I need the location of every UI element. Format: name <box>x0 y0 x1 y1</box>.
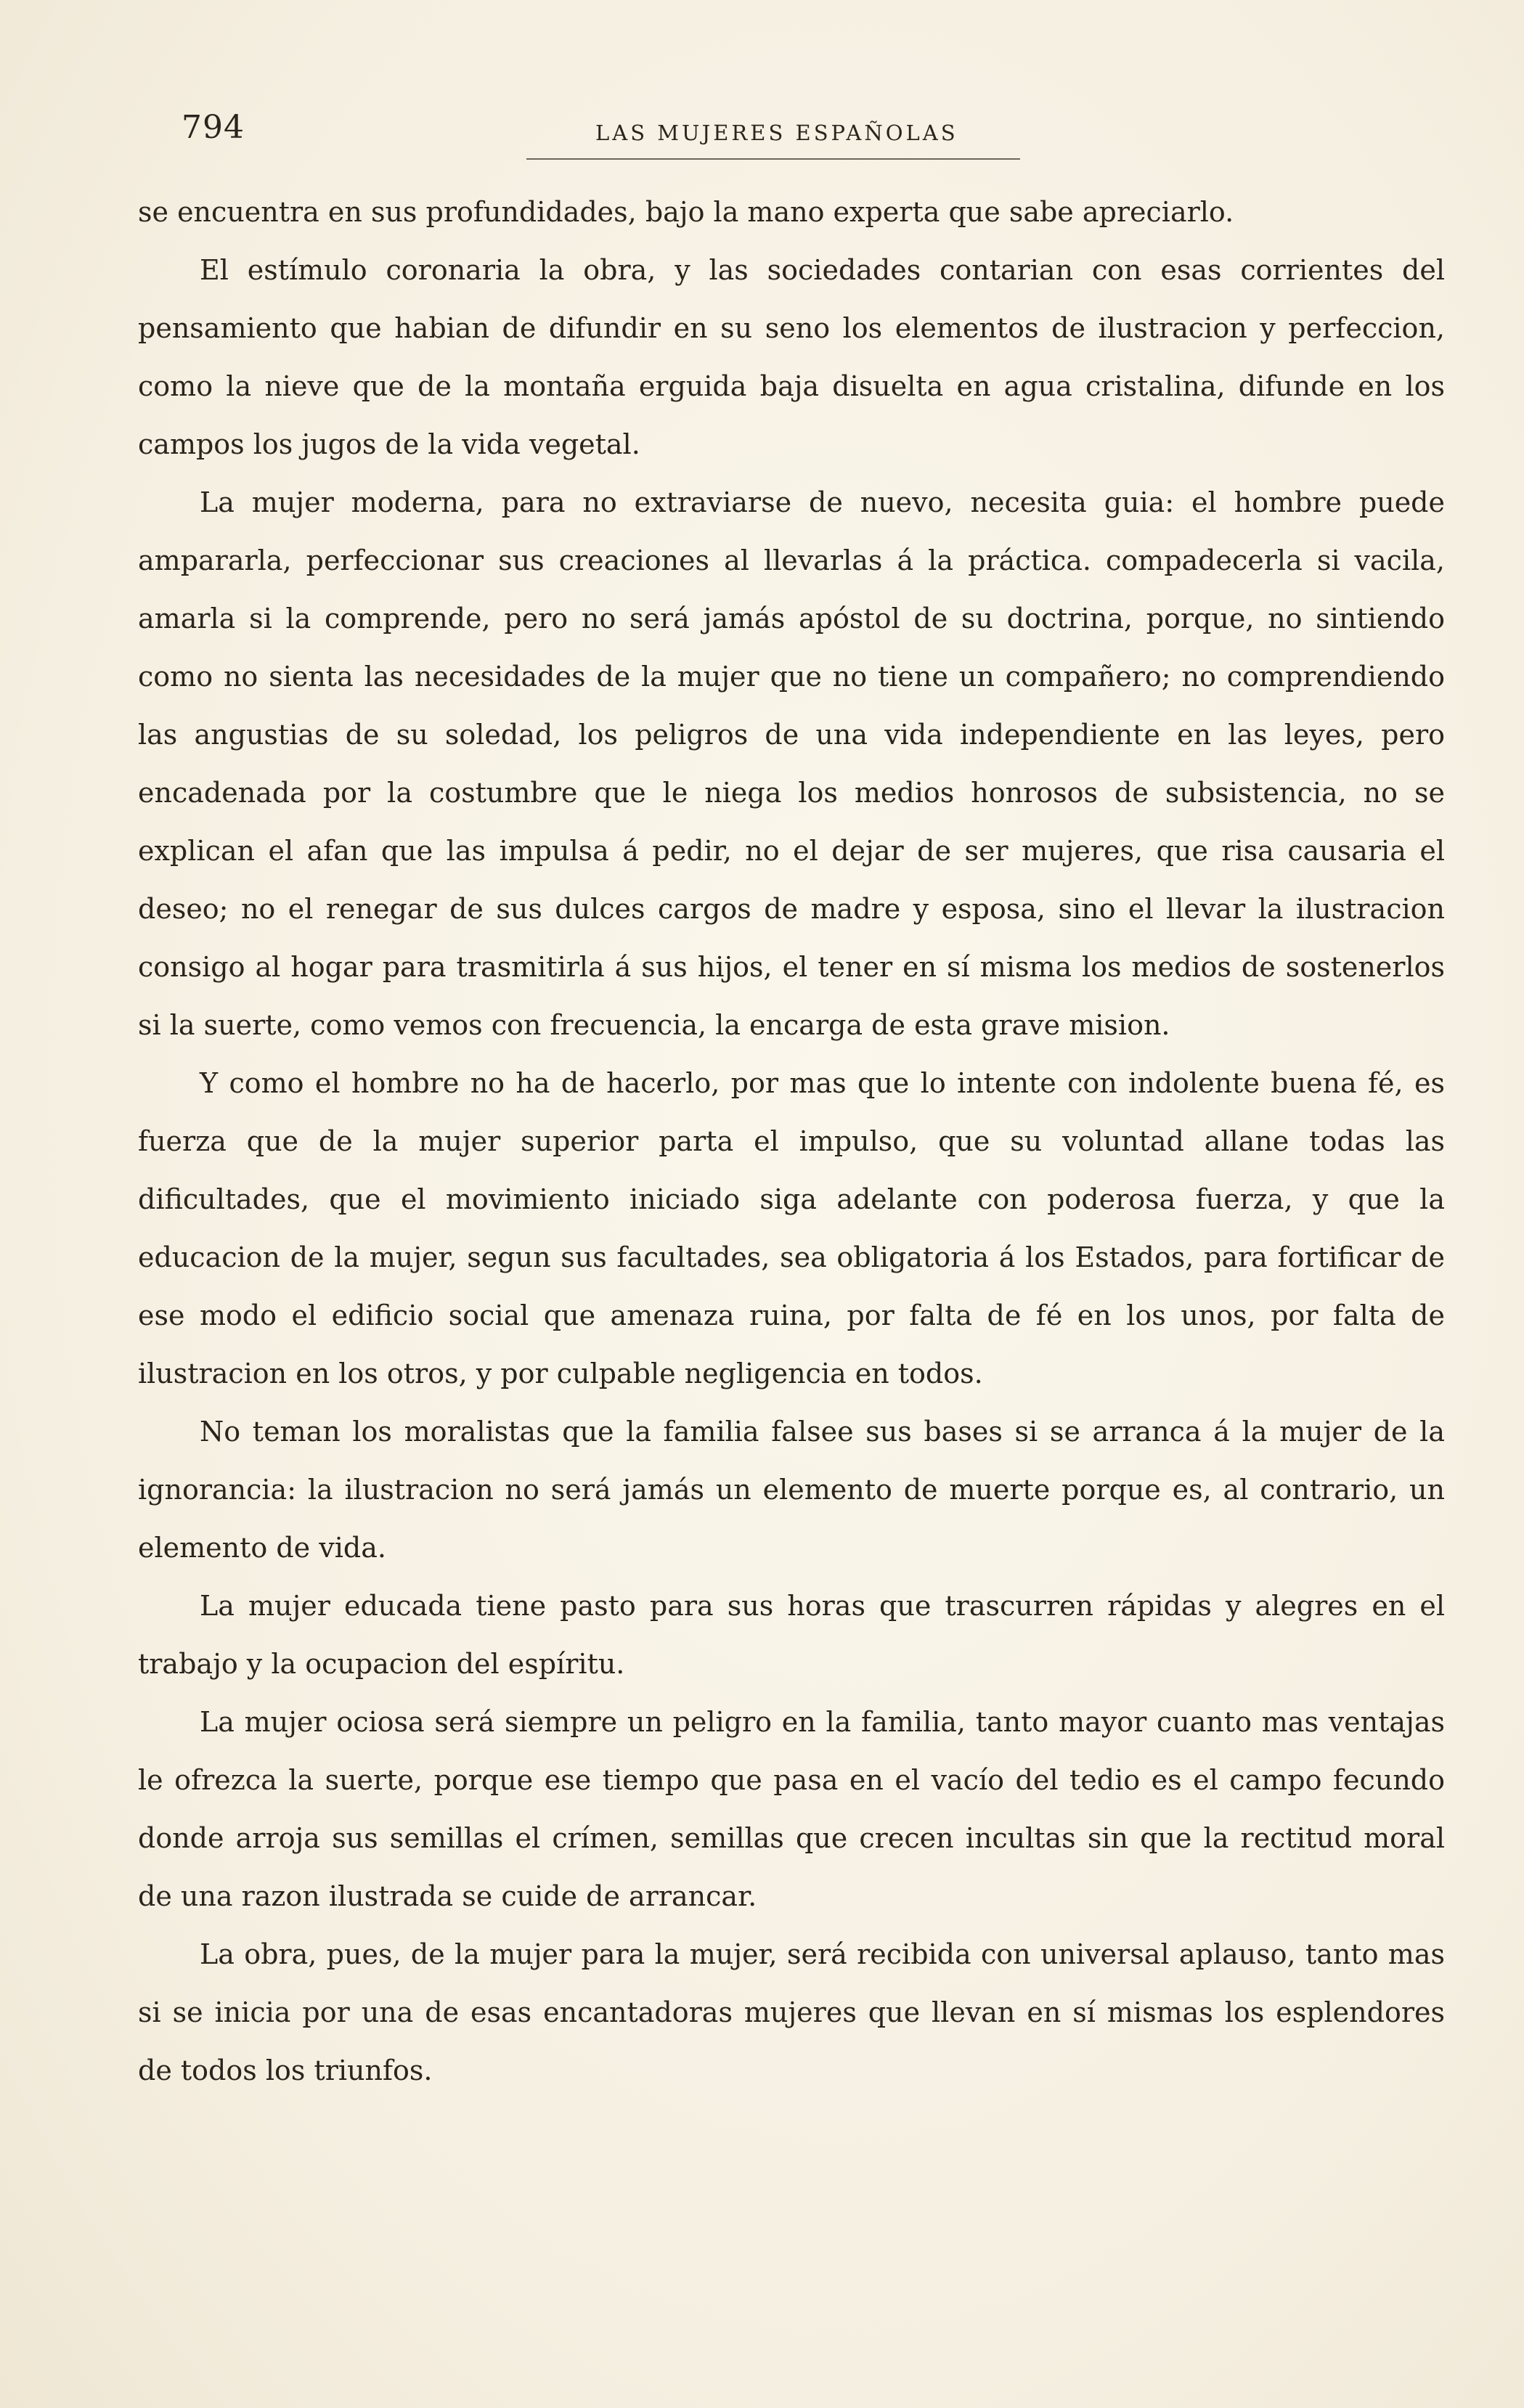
page-number: 794 <box>182 109 245 146</box>
paragraph: El estímulo coronaria la obra, y las sociedades contarian con esas corrientes del pensamiento que habian de difundir en su seno los elementos de ilustracion y perfeccion, como la nieve que de la montaña erguida baja disuelta en agua cristalina, difunde en los campos los jugos de la vida vegetal. <box>138 254 1445 460</box>
paragraph: No teman los moralistas que la familia falsee sus bases si se arranca á la mujer de la ignorancia: la ilustracion no será jamás un elemento de muerte porque es, al contrario, un elemento de vida. <box>138 1416 1445 1564</box>
paragraph: La mujer educada tiene pasto para sus horas que trascurren rápidas y alegres en el trabajo y la ocupacion del espíritu. <box>138 1590 1445 1680</box>
paragraph-continuation: se encuentra en sus profundidades, bajo la mano experta que sabe apreciarlo. <box>138 196 1234 228</box>
paragraph: La obra, pues, de la mujer para la mujer, será recibida con universal aplauso, tanto mas si se inicia por una de esas encantadoras mujeres que llevan en sí mismas los esplendores de todos los triunfos. <box>138 1938 1445 2086</box>
running-title: LAS MUJERES ESPAÑOLAS <box>595 121 958 145</box>
page-header <box>182 102 1445 160</box>
body-text <box>138 183 1445 2099</box>
header-rule <box>526 158 1020 160</box>
paragraph: Y como el hombre no ha de hacerlo, por mas que lo intente con indolente buena fé, es fuerza que de la mujer superior parta el impulso, que su voluntad allane todas las dificultades, que el movimiento iniciado siga adelante con poderosa fuerza, y que la educacion de la mujer, segun sus facultades, sea obligatoria á los Estados, para fortificar de ese modo el edificio social que amenaza ruina, por falta de fé en los unos, por falta de ilustracion en los otros, y por culpable negligencia en todos. <box>138 1067 1445 1389</box>
paragraph: La mujer ociosa será siempre un peligro en la familia, tanto mayor cuanto mas ventajas le ofrezca la suerte, porque ese tiempo que pasa en el vacío del tedio es el campo fecundo donde arroja sus semillas el crímen, semillas que crecen incultas sin que la rectitud moral de una razon ilustrada se cuide de arrancar. <box>138 1706 1445 1912</box>
paragraph: La mujer moderna, para no extraviarse de nuevo, necesita guia: el hombre puede ampararla, perfeccionar sus creaciones al llevarlas á la práctica. compadecerla si vacila, amarla si la comprende, pero no será jamás apóstol de su doctrina, porque, no sintiendo como no sienta las necesidades de la mujer que no tiene un compañero; no comprendiendo las angustias de su soledad, los peligros de una vida independiente en las leyes, pero encadenada por la costumbre que le niega los medios honrosos de subsistencia, no se explican el afan que las impulsa á pedir, no el dejar de ser mujeres, que risa causaria el deseo; no el renegar de sus dulces cargos de madre y esposa, sino el llevar la ilustracion consigo al hogar para trasmitirla á sus hijos, el tener en sí misma los medios de sostenerlos si la suerte, como vemos con frecuencia, la encarga de esta grave mision. <box>138 486 1445 1041</box>
